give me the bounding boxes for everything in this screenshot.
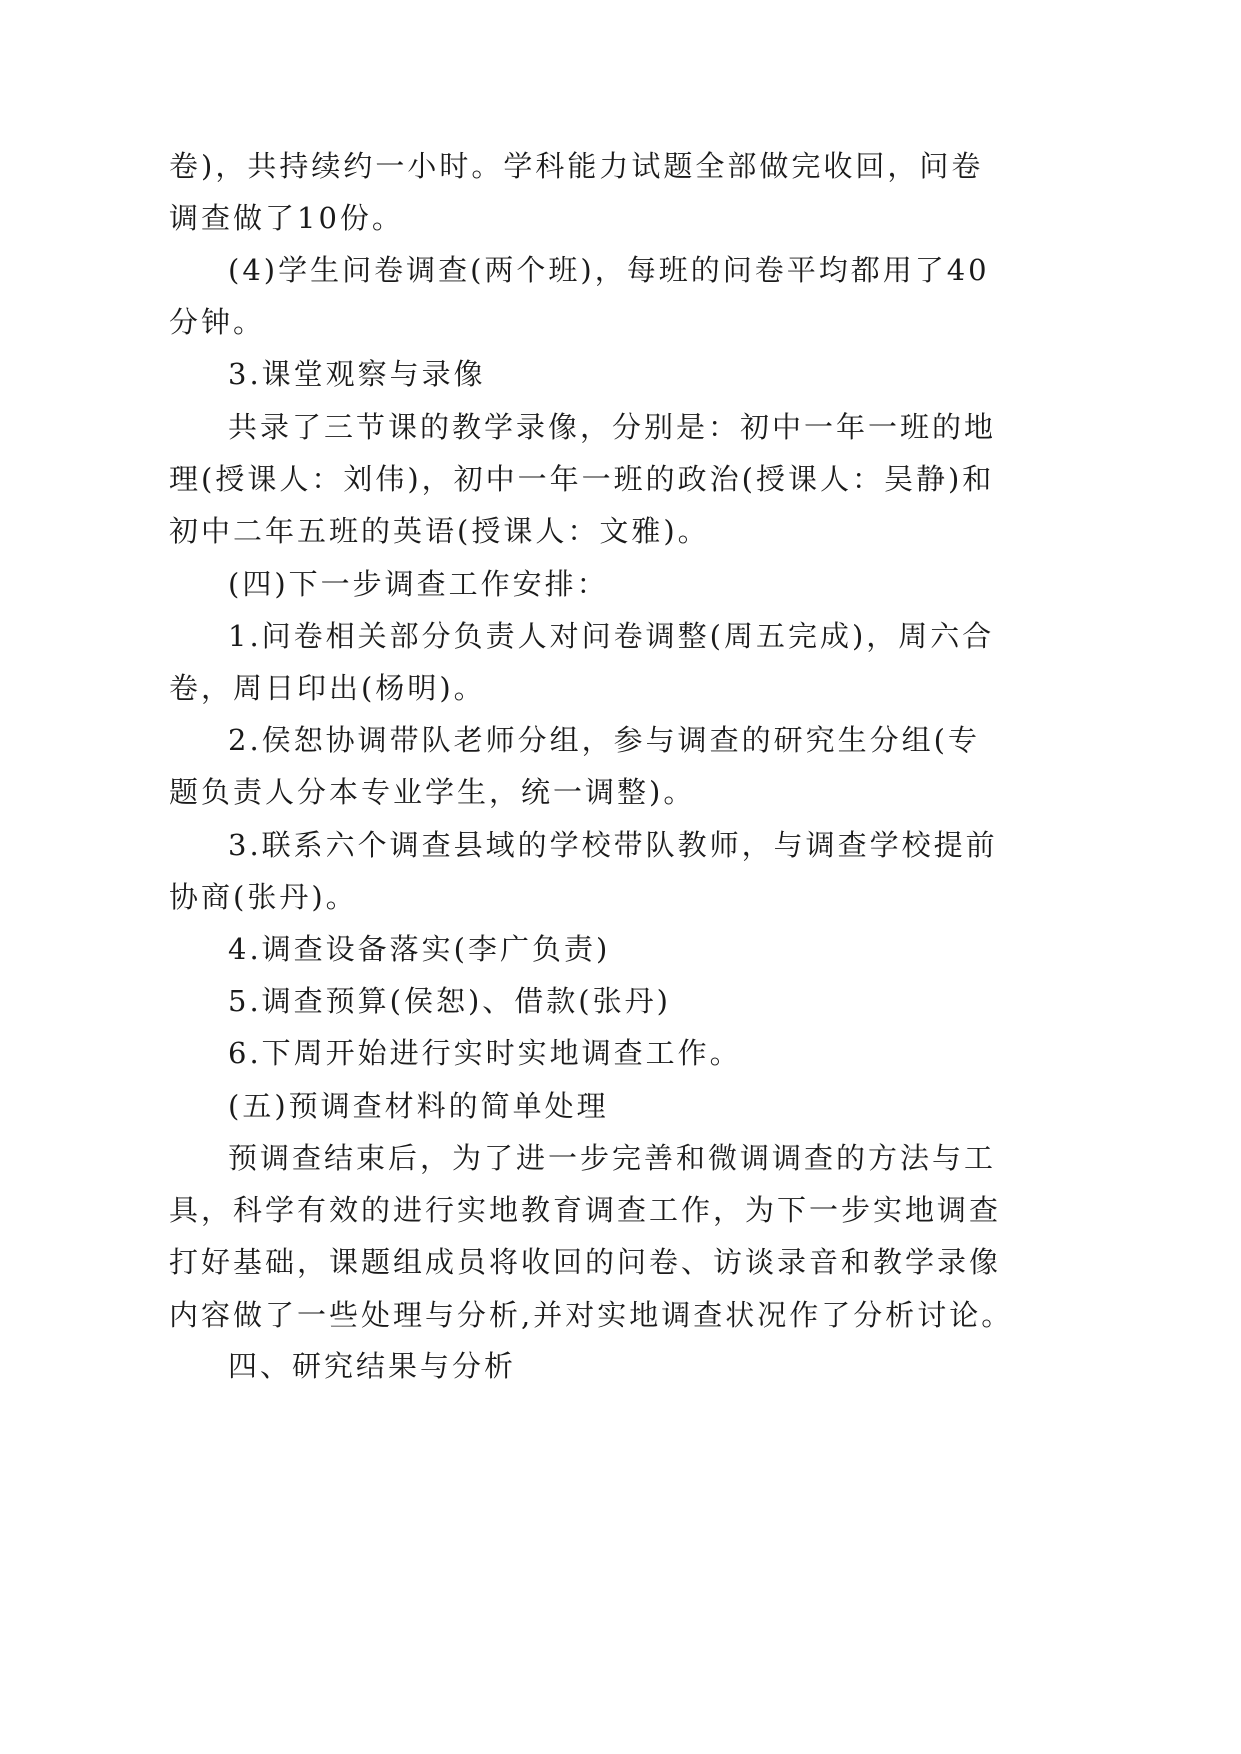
section-heading: (五)预调查材料的简单处理 [228,1089,609,1123]
text-line: 题负责人分本专业学生，统一调整)。 [169,775,696,809]
section-heading: 四、研究结果与分析 [228,1349,517,1383]
list-item: 2.侯恕协调带队老师分组，参与调查的研究生分组(专 [228,723,980,757]
text-line: 协商(张丹)。 [169,880,358,914]
list-item: 3.联系六个调查县域的学校带队教师，与调查学校提前 [228,828,998,862]
text-line: 打好基础，课题组成员将收回的问卷、访谈录音和教学录像 [169,1245,1002,1279]
list-item: 4.调查设备落实(李广负责) [228,932,611,966]
paragraph-start: (4)学生问卷调查(两个班)，每班的问卷平均都用了40 [228,253,990,287]
paragraph-start: 共录了三节课的教学录像，分别是：初中一年一班的地 [228,410,997,444]
text-line: 具，科学有效的进行实地教育调查工作，为下一步实地调查 [169,1193,1002,1227]
text-line: 内容做了一些处理与分析,并对实地调查状况作了分析讨论。 [169,1298,1014,1332]
text-line: 卷)，共持续约一小时。学科能力试题全部做完收回，问卷 [169,149,984,183]
list-item: 1.问卷相关部分负责人对问卷调整(周五完成)，周六合 [228,619,995,653]
list-item: 6.下周开始进行实时实地调查工作。 [228,1036,742,1070]
text-line: 分钟。 [169,305,266,339]
paragraph-start: 预调查结束后，为了进一步完善和微调调查的方法与工 [228,1141,997,1175]
text-line: 卷，周日印出(杨明)。 [169,671,486,705]
list-item: 5.调查预算(侯恕)、借款(张丹) [228,984,671,1018]
section-heading: (四)下一步调查工作安排： [228,567,609,601]
text-line: 初中二年五班的英语(授课人：文雅)。 [169,514,710,548]
section-heading: 3.课堂观察与录像 [228,357,486,391]
text-line: 理(授课人：刘伟)，初中一年一班的政治(授课人：吴静)和 [169,462,995,496]
text-line: 调查做了10份。 [169,201,404,235]
